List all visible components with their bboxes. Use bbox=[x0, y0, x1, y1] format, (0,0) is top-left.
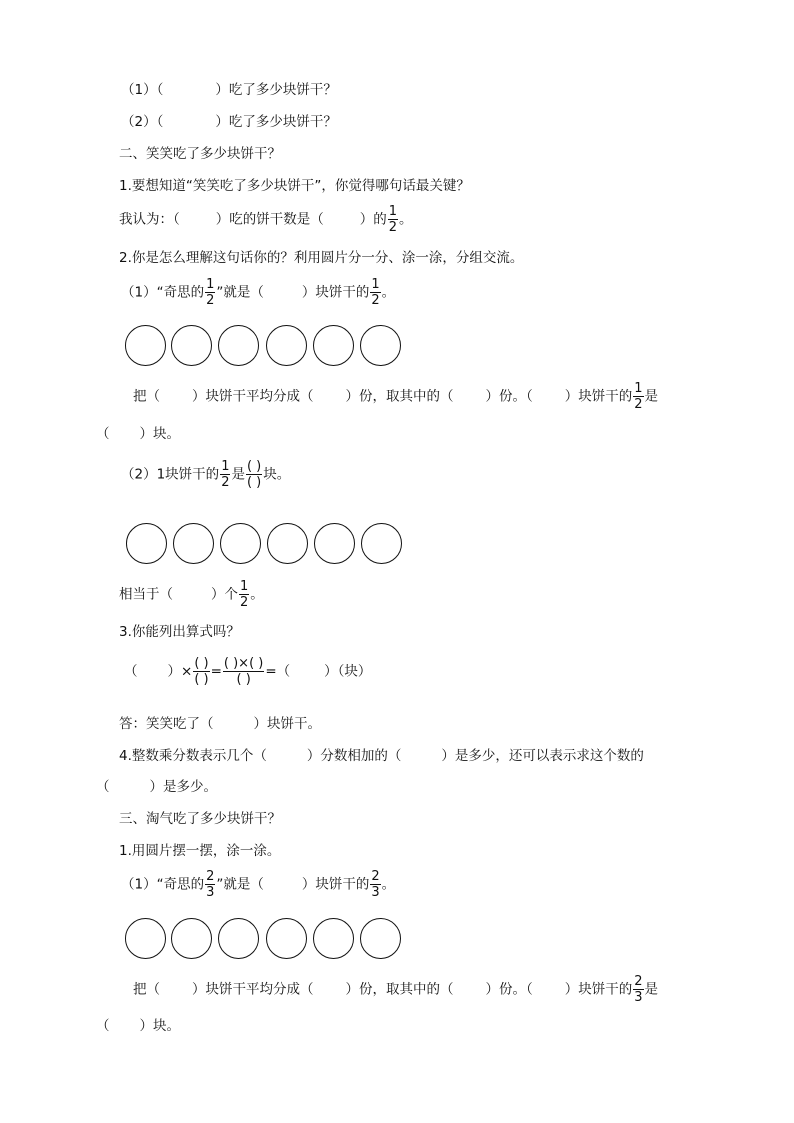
fraction-two-thirds bbox=[370, 870, 380, 899]
equals-sign: = bbox=[210, 663, 222, 680]
text: ”就是（ bbox=[216, 876, 264, 893]
paper-circle[interactable] bbox=[266, 918, 307, 959]
text: =（ bbox=[265, 663, 291, 680]
text: ）块饼干的 bbox=[301, 876, 370, 893]
paper-circle[interactable] bbox=[314, 523, 355, 564]
text: 是 bbox=[231, 466, 245, 483]
question-1: 1.要想知道“笑笑吃了多少块饼干”，你觉得哪句话最关键？ bbox=[119, 178, 470, 194]
denominator-blank[interactable]: ( ) bbox=[246, 475, 262, 490]
text: （1）“奇思的 bbox=[121, 876, 205, 893]
text: ）吃了多少块饼干？ bbox=[215, 114, 337, 130]
section-3-part-1 bbox=[121, 870, 395, 899]
text: ）个 bbox=[211, 586, 238, 603]
fill-line-b bbox=[133, 975, 658, 1004]
text: ）块饼干的 bbox=[564, 981, 633, 998]
section-3-heading: 三、淘气吃了多少块饼干？ bbox=[119, 811, 281, 827]
text: ）的 bbox=[359, 211, 387, 228]
text: （ bbox=[96, 779, 110, 795]
question-line-1 bbox=[121, 84, 337, 98]
denominator: 2 bbox=[221, 475, 230, 490]
text: ）块饼干。 bbox=[253, 716, 321, 732]
paper-circle[interactable] bbox=[360, 325, 401, 366]
numerator: 2 bbox=[206, 869, 215, 884]
text: 我认为：（ bbox=[119, 211, 180, 228]
blank-fraction[interactable] bbox=[246, 460, 262, 489]
text: ）块。 bbox=[139, 426, 180, 442]
question-line-2 bbox=[121, 116, 337, 130]
text: ）份，取其中的（ bbox=[345, 981, 454, 998]
denominator: 3 bbox=[206, 885, 215, 900]
paper-circle[interactable] bbox=[125, 325, 166, 366]
text: ）吃的饼干数是（ bbox=[215, 211, 324, 228]
times-sign: × bbox=[181, 663, 193, 680]
paper-circle[interactable] bbox=[126, 523, 167, 564]
question-4-cont bbox=[96, 781, 217, 795]
numerator-blank[interactable]: ( ) bbox=[246, 459, 262, 474]
numerator: 2 bbox=[634, 974, 643, 989]
text: ）份。（ bbox=[485, 388, 533, 405]
denominator: 2 bbox=[388, 220, 398, 235]
fraction-two-thirds bbox=[205, 870, 215, 899]
paper-circle[interactable] bbox=[313, 325, 354, 366]
denominator-blank[interactable]: ( ) bbox=[194, 672, 209, 687]
text: 把（ bbox=[133, 388, 160, 405]
denominator: 2 bbox=[240, 595, 249, 610]
text: ）份，取其中的（ bbox=[345, 388, 454, 405]
paper-circle[interactable] bbox=[125, 918, 166, 959]
text: 。 bbox=[250, 586, 264, 603]
text: （ bbox=[96, 1018, 110, 1034]
numerator-blank[interactable]: ( ) bbox=[194, 656, 209, 671]
numerator: 1 bbox=[388, 204, 398, 219]
fraction-one-half bbox=[388, 205, 398, 234]
text: ）块饼干平均分成（ bbox=[192, 981, 314, 998]
text: （ bbox=[124, 663, 138, 680]
numerator: 1 bbox=[206, 277, 215, 292]
denominator: 3 bbox=[371, 885, 380, 900]
denominator: 3 bbox=[634, 990, 643, 1005]
denominator: 2 bbox=[206, 293, 215, 308]
paper-circle[interactable] bbox=[361, 523, 402, 564]
text: ）（块） bbox=[324, 663, 372, 680]
text: 是 bbox=[644, 388, 659, 405]
paper-circle[interactable] bbox=[360, 918, 401, 959]
question-2: 2.你是怎么理解这句话你的？利用圆片分一分、涂一涂，分组交流。 bbox=[119, 250, 524, 266]
text: （2）1块饼干的 bbox=[121, 466, 220, 483]
blank-product-fraction[interactable] bbox=[223, 657, 264, 686]
numerator: 1 bbox=[240, 579, 249, 594]
numerator: 1 bbox=[221, 459, 230, 474]
text: 答：笑笑吃了（ bbox=[119, 716, 214, 732]
paper-circle[interactable] bbox=[220, 523, 261, 564]
paper-circle[interactable] bbox=[266, 325, 307, 366]
denominator: 2 bbox=[371, 293, 380, 308]
blank-fraction[interactable] bbox=[193, 657, 209, 686]
text: 块。 bbox=[263, 466, 291, 483]
fraction-one-half bbox=[370, 278, 380, 307]
paper-circle[interactable] bbox=[218, 325, 259, 366]
text: （2）（ bbox=[121, 114, 164, 130]
paper-circle[interactable] bbox=[313, 918, 354, 959]
denominator-blank[interactable]: ( ) bbox=[236, 672, 251, 687]
text: ）块。 bbox=[139, 1018, 180, 1034]
paper-circle[interactable] bbox=[218, 918, 259, 959]
formula-line bbox=[124, 657, 371, 686]
text: ”就是（ bbox=[216, 284, 264, 301]
paper-circle[interactable] bbox=[267, 523, 308, 564]
question-4 bbox=[119, 750, 644, 764]
numerator: 2 bbox=[371, 869, 380, 884]
answer-line bbox=[119, 718, 321, 732]
equivalent-line bbox=[119, 580, 264, 609]
text: ）是多少，还可以表示求这个数的 bbox=[441, 748, 644, 764]
text: ）份。（ bbox=[485, 981, 533, 998]
numerator: 1 bbox=[371, 277, 380, 292]
text: （1）（ bbox=[121, 82, 164, 98]
question-2-part-1 bbox=[121, 278, 395, 307]
section-3-question-1: 1.用圆片摆一摆，涂一涂。 bbox=[119, 843, 281, 859]
text: ）吃了多少块饼干？ bbox=[215, 82, 337, 98]
text: 把（ bbox=[133, 981, 160, 998]
text: 是 bbox=[644, 981, 659, 998]
section-2-heading: 二、笑笑吃了多少块饼干？ bbox=[119, 146, 281, 162]
numerator-blank[interactable]: ( )×( ) bbox=[223, 656, 264, 671]
text: ）块饼干的 bbox=[564, 388, 633, 405]
fraction-one-half bbox=[205, 278, 215, 307]
fill-line-a-cont bbox=[96, 428, 180, 442]
text: （1）“奇思的 bbox=[121, 284, 205, 301]
text: ）块饼干平均分成（ bbox=[192, 388, 314, 405]
fill-line-a bbox=[133, 382, 658, 411]
question-2-part-2 bbox=[121, 460, 290, 489]
paper-circle[interactable] bbox=[171, 325, 212, 366]
denominator: 2 bbox=[634, 397, 643, 412]
text: 4.整数乘分数表示几个（ bbox=[119, 748, 267, 764]
question-3: 3.你能列出算式吗？ bbox=[119, 624, 240, 640]
text: 。 bbox=[381, 876, 396, 893]
numerator: 1 bbox=[634, 381, 643, 396]
fraction-two-thirds bbox=[633, 975, 643, 1004]
opinion-line bbox=[119, 205, 413, 234]
fraction-one-half bbox=[633, 382, 643, 411]
fraction-one-half bbox=[239, 580, 249, 609]
text: （ bbox=[96, 426, 110, 442]
text: ） bbox=[167, 663, 181, 680]
text: ）是多少。 bbox=[149, 779, 217, 795]
paper-circle[interactable] bbox=[171, 918, 212, 959]
text: ）分数相加的（ bbox=[306, 748, 402, 764]
text: 。 bbox=[381, 284, 396, 301]
text: 相当于（ bbox=[119, 586, 173, 603]
fraction-one-half bbox=[220, 460, 230, 489]
paper-circle[interactable] bbox=[173, 523, 214, 564]
text: ）块饼干的 bbox=[301, 284, 370, 301]
text: 。 bbox=[399, 211, 413, 228]
fill-line-b-cont bbox=[96, 1020, 180, 1034]
